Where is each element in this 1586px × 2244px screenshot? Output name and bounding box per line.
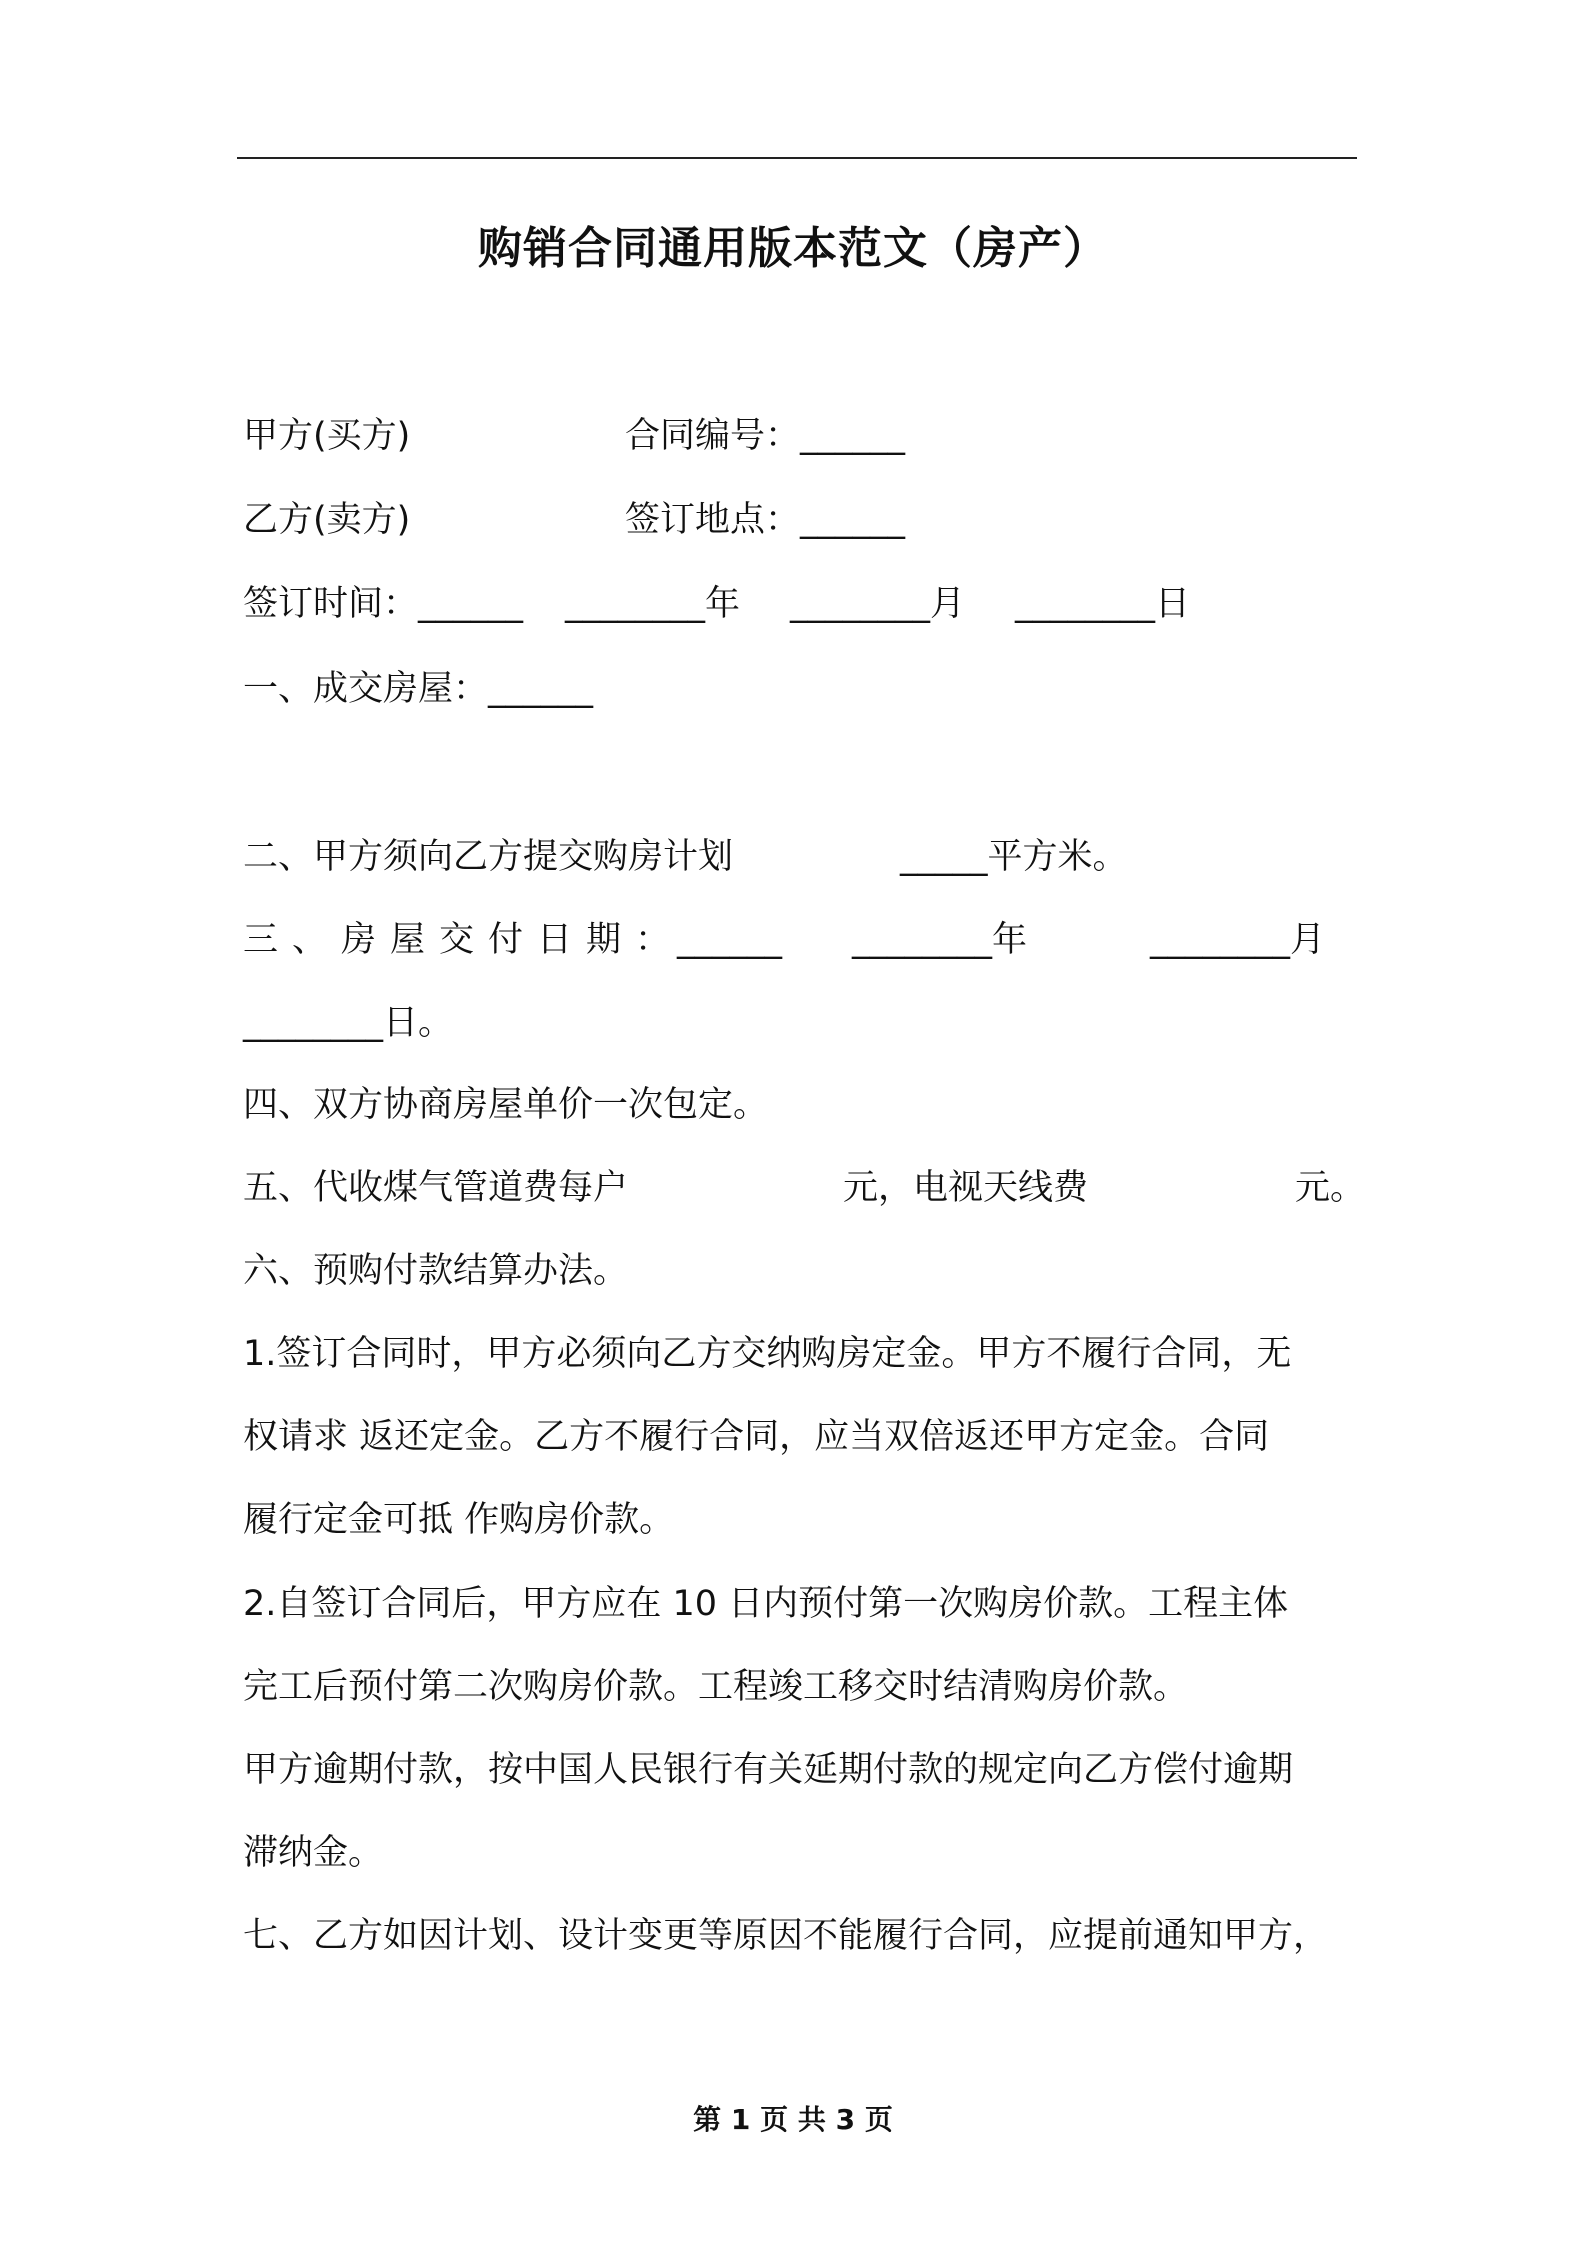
section-2-text: 二、甲方须向乙方提交购房计划 [243, 837, 734, 877]
page-number: 第 1 页 共 3 页 [693, 2103, 893, 2136]
section-5-mid: 元，电视天线费 [843, 1168, 1089, 1208]
paragraph-1-line-3: 履行定金可抵 作购房价款。 [243, 1500, 675, 1540]
paragraph-2-line-2: 完工后预付第二次购房价款。工程竣工移交时结清购房价款。 [243, 1667, 1189, 1707]
sign-time-month: ________月 [790, 584, 966, 624]
section-3-year: ________年 [852, 920, 1028, 960]
section-2-blank: _____平方米。 [900, 837, 1128, 877]
sign-time-year: ________年 [565, 584, 741, 624]
paragraph-3-line-2: 滞纳金。 [243, 1833, 384, 1873]
sign-time-day: ________日 [1015, 584, 1191, 624]
contract-no-field: 合同编号：______ [625, 416, 906, 456]
document-title: 购销合同通用版本范文（房产） [478, 223, 1108, 274]
party-b-label: 乙方(卖方) [243, 500, 411, 540]
section-1: 一、成交房屋：______ [243, 669, 594, 709]
section-6: 六、预购付款结算办法。 [243, 1251, 629, 1291]
party-a-label: 甲方(买方) [243, 416, 411, 456]
section-7: 七、乙方如因计划、设计变更等原因不能履行合同，应提前通知甲方， [243, 1916, 1329, 1956]
sign-place-field: 签订地点：______ [625, 500, 906, 540]
paragraph-1-line-1: 1.签订合同时，甲方必须向乙方交纳购房定金。甲方不履行合同，无 [243, 1334, 1292, 1374]
header-rule [237, 157, 1357, 159]
section-3-blank: ______ [677, 920, 782, 960]
section-3-label: 三、房屋交付日期： [243, 920, 685, 960]
paragraph-3-line-1: 甲方逾期付款，按中国人民银行有关延期付款的规定向乙方偿付逾期 [243, 1750, 1294, 1790]
section-5-text: 五、代收煤气管道费每户 [243, 1168, 629, 1208]
section-3-day: ________日。 [243, 1003, 454, 1043]
paragraph-2-line-1: 2.自签订合同后，甲方应在 10 日内预付第一次购房价款。工程主体 [243, 1584, 1289, 1624]
sign-time-label: 签订时间：______ [243, 584, 524, 624]
section-3-month: ________月 [1150, 920, 1326, 960]
section-5-end: 元。 [1295, 1168, 1366, 1208]
paragraph-1-line-2: 权请求 返还定金。乙方不履行合同，应当双倍返还甲方定金。合同 [243, 1417, 1270, 1457]
section-4: 四、双方协商房屋单价一次包定。 [243, 1085, 769, 1125]
